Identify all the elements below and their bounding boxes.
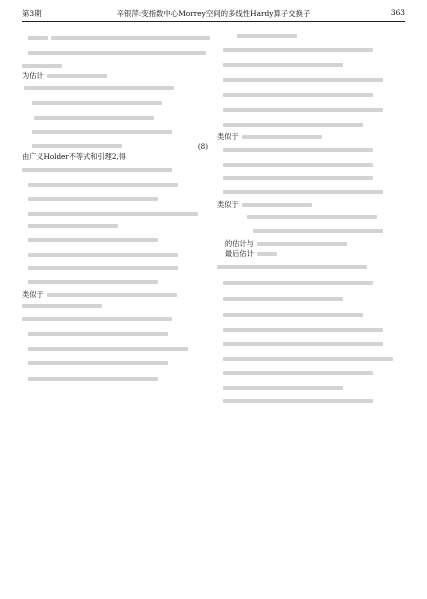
text-line (22, 290, 210, 300)
math-line (22, 60, 210, 71)
math-placeholder (223, 357, 393, 361)
math-placeholder (28, 377, 158, 381)
math-line (22, 300, 210, 312)
math-line (22, 232, 210, 248)
math-line (217, 291, 405, 307)
text-run: 由广义Holder不等式和引理2,得 (22, 152, 126, 161)
math-placeholder (223, 48, 373, 52)
math-placeholder (28, 183, 178, 187)
math-line (22, 274, 210, 290)
math-placeholder (223, 328, 383, 332)
math-placeholder (257, 242, 347, 246)
header-rule (22, 21, 405, 22)
text-line (217, 200, 405, 210)
math-placeholder (28, 51, 206, 55)
math-line (217, 210, 405, 223)
math-line (22, 220, 210, 232)
math-placeholder (22, 304, 102, 308)
math-placeholder (22, 64, 62, 68)
math-placeholder (217, 265, 367, 269)
math-placeholder (223, 163, 373, 167)
math-line (22, 140, 210, 152)
math-placeholder (223, 190, 383, 194)
text-line (217, 132, 405, 142)
math-placeholder (34, 116, 154, 120)
text-line (22, 152, 210, 162)
math-placeholder (223, 386, 343, 390)
math-line (217, 365, 405, 381)
left-column (22, 30, 210, 590)
math-placeholder (28, 212, 198, 216)
math-line (22, 95, 210, 111)
math-line (217, 102, 405, 118)
text-run: 类似于 (217, 200, 239, 209)
text-line (217, 239, 405, 249)
math-placeholder (28, 332, 168, 336)
math-line (22, 111, 210, 124)
math-line (22, 312, 210, 326)
math-placeholder (247, 215, 377, 219)
running-title: 辛银萍:变指数中心Morrey空间的多线性Hardy算子交换子 (116, 9, 311, 18)
math-line (217, 88, 405, 102)
math-placeholder (223, 148, 373, 152)
math-placeholder (223, 78, 383, 82)
math-line (217, 158, 405, 171)
math-placeholder (253, 229, 383, 233)
math-placeholder (28, 347, 188, 351)
math-line (22, 248, 210, 261)
math-placeholder (223, 399, 373, 403)
math-placeholder (32, 130, 172, 134)
math-placeholder (28, 266, 178, 270)
running-header (0, 0, 427, 22)
math-line (22, 178, 210, 191)
math-line (217, 223, 405, 239)
math-placeholder (51, 36, 210, 40)
math-line (217, 323, 405, 336)
math-placeholder (223, 93, 373, 97)
math-line (22, 30, 210, 46)
math-placeholder (223, 123, 363, 127)
math-placeholder (28, 238, 158, 242)
math-line (217, 336, 405, 352)
issue-label: 第3期 (22, 9, 42, 18)
text-run: 类似于 (217, 132, 239, 141)
math-placeholder (223, 371, 373, 375)
math-placeholder (47, 293, 177, 297)
math-placeholder (47, 74, 107, 78)
math-placeholder (28, 36, 48, 40)
math-line (22, 81, 210, 95)
page-number: 363 (390, 8, 405, 17)
text-run: 为估计 (22, 71, 44, 80)
equation-number: (8) (197, 141, 208, 151)
math-placeholder (32, 144, 122, 148)
math-line (217, 307, 405, 323)
right-column (217, 30, 405, 590)
math-placeholder (223, 176, 373, 180)
math-placeholder (24, 86, 174, 90)
math-line (22, 371, 210, 387)
math-line (22, 342, 210, 355)
math-line (22, 326, 210, 342)
math-placeholder (237, 34, 297, 38)
math-placeholder (257, 252, 277, 256)
math-placeholder (28, 280, 158, 284)
math-placeholder (22, 168, 172, 172)
math-line (217, 275, 405, 291)
math-line (217, 171, 405, 184)
math-line (22, 207, 210, 220)
math-line (217, 118, 405, 132)
text-run: 类似于 (22, 290, 44, 299)
math-placeholder (28, 253, 178, 257)
text-line (217, 249, 405, 259)
math-placeholder (242, 203, 312, 207)
math-placeholder (242, 135, 322, 139)
math-line (217, 142, 405, 158)
math-placeholder (223, 63, 343, 67)
math-line (217, 352, 405, 365)
text-run: 的估计与 (225, 239, 254, 248)
math-placeholder (32, 101, 162, 105)
math-line (217, 381, 405, 394)
math-line (22, 355, 210, 371)
math-placeholder (223, 281, 373, 285)
math-placeholder (22, 317, 172, 321)
math-placeholder (223, 108, 383, 112)
math-line (217, 42, 405, 58)
math-line (217, 259, 405, 275)
math-placeholder (28, 197, 158, 201)
math-placeholder (223, 313, 363, 317)
math-placeholder (223, 297, 343, 301)
math-placeholder (223, 342, 383, 346)
math-line (22, 191, 210, 207)
math-line (22, 124, 210, 140)
math-placeholder (28, 361, 168, 365)
math-line (217, 184, 405, 200)
math-line (22, 162, 210, 178)
math-line (217, 394, 405, 408)
text-run: 最后估计 (225, 249, 254, 258)
math-line (217, 30, 405, 42)
text-line (22, 71, 210, 81)
math-placeholder (28, 224, 118, 228)
math-line (217, 58, 405, 72)
math-line (217, 72, 405, 88)
math-line (22, 261, 210, 274)
math-line (22, 46, 210, 60)
